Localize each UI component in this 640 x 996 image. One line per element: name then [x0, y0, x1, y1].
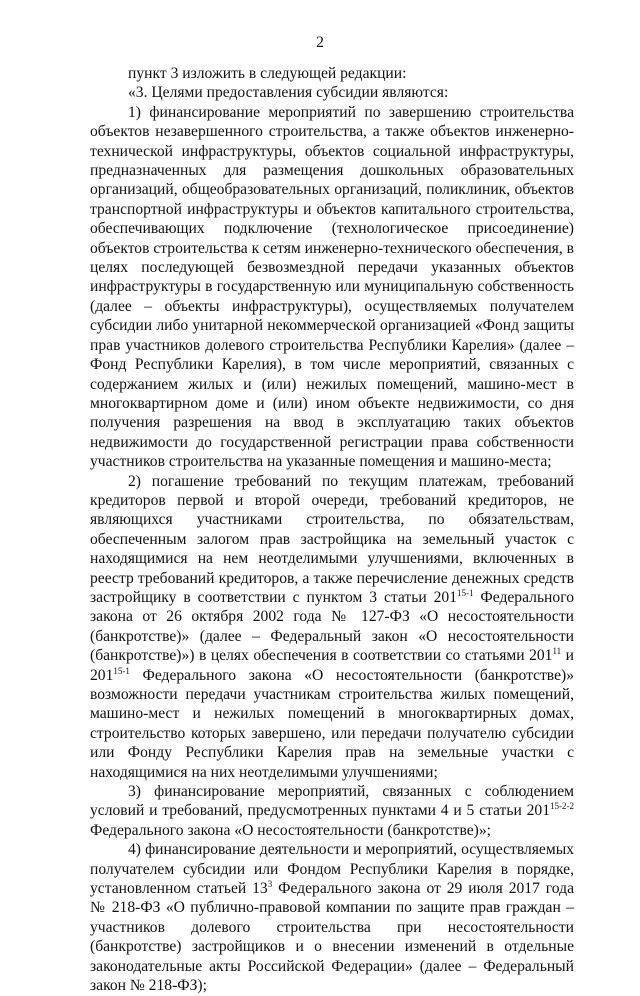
list-item-2-text-d: Федерального закона «О несостоятельности (банкротстве)» возможности передачи участникам строительства жилых помещений, машино-мест и нежилых помещений в многоквартирных домах, строительство которых завершено, или передачи получателю субсидии или Фонду Республики Карелия прав на земельные участки с находящимися на них неотделимыми улучшениями;: [90, 666, 574, 781]
intro-paragraph: пункт 3 изложить в следующей редакции:: [128, 65, 407, 82]
list-item-3-text-b: Федерального закона «О несостоятельности (банкротстве)»;: [90, 821, 491, 839]
list-item-3: [90, 782, 574, 840]
list-item-4-text-a: 4) финансирование деятельности и мероприятий, осуществляемых получателем субсидии или Фондом Республики Карелия в порядке, установленном статьей 13: [90, 841, 574, 898]
section-heading: «3. Целями предоставления субсидии являются:: [128, 84, 449, 102]
list-item-2-sup-c: 15-1: [113, 665, 130, 676]
list-item-2: [90, 472, 574, 783]
list-item-2-sup-b: 11: [552, 646, 562, 657]
list-item-2-text-b: Федерального закона от 26 октября 2002 года № 127-ФЗ «О несостоятельности (банкротстве)» (далее – Федеральный закон «О несостоятельности (банкротстве)») в целях обеспечения в соответствии со статьями 201: [90, 588, 575, 665]
list-item-4-text-b: Федерального закона от 29 июля 2017 года № 218-ФЗ «О публично-правовой компании по защите прав граждан – участников долевого строительства при несостоятельности (банкротстве) застройщиков и о внесении изменений в отдельные законодательные акты Российской Федерации» (далее – Федеральный закон № 218-ФЗ);: [90, 880, 574, 995]
list-item-2-sup-a: 15-1: [457, 587, 474, 598]
list-item-4: [90, 840, 574, 995]
document-body: [90, 64, 574, 996]
list-item-2-text-c: и 201: [90, 647, 575, 684]
list-item-4-sup-a: 3: [267, 879, 273, 890]
page-number: 2: [316, 34, 324, 51]
list-item-3-sup-a: 15-2-2: [550, 801, 574, 812]
list-item-2-text-a: 2) погашение требований по текущим платежам, требований кредиторов первой и второй очереди, требований кредиторов, не являющихся участниками строительства, по обязательствам, обеспеченным залогом прав застройщика на земельный участок с находящимися на нем неотделимыми улучшениями, включенных в реестр требований кредиторов, а также перечисление денежных средств застройщику в соответствии с пунктом 3 статьи 201: [90, 472, 574, 606]
list-item-1: 1) финансирование мероприятий по завершению строительства объектов незавершенного строительства, а также объектов инженерно-технической инфраструктуры, объектов социальной инфраструктуры, предназначенных для размещения дошкольных образовательных организаций, общеобразовательных организаций, поликлиник, объектов транспортной инфраструктуры и объектов капитального строительства, обеспечивающих подключение (технологическое присоединение) объектов строительства к сетям инженерно-технического обеспечения, в целях последующей безвозмездной передачи указанных объектов инфраструктуры в государственную или муниципальную собственность (далее – объекты инфраструктуры), осуществляемых получателем субсидии либо унитарной некоммерческой организацией «Фонд защиты прав участников долевого строительства Республики Карелия» (далее – Фонд Республики Карелия), в том числе мероприятий, связанных с содержанием жилых и (или) нежилых помещений, машино-мест в многоквартирном доме и (или) ином объекте недвижимости, со дня получения разрешения на ввод в эксплуатацию таких объектов недвижимости до государственной регистрации права собственности участников строительства на указанные помещения и машино-места;: [90, 103, 574, 471]
list-item-3-text-a: 3) финансирование мероприятий, связанных с соблюдением условий и требований, предусмотренных пунктами 4 и 5 статьи 201: [90, 783, 574, 820]
